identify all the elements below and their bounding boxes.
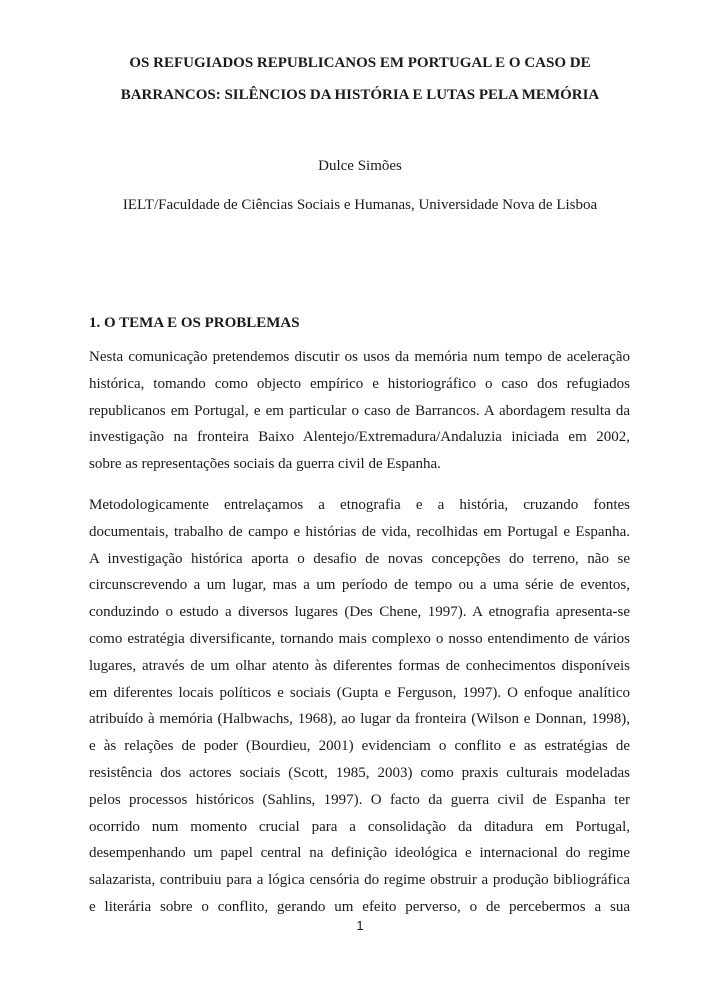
- paragraph-2-line: e às relações de poder (Bourdieu, 2001) evidenciam o conflito e as estratégias de: [89, 738, 630, 755]
- section-heading: 1. O TEMA E OS PROBLEMAS: [89, 315, 300, 331]
- paragraph-2-line: como estratégia diversificante, tornando mais complexo o nosso entendimento de vários: [89, 630, 630, 647]
- paragraph-2-line: e literária sobre o conflito, gerando um efeito perverso, o de percebermos a sua: [89, 898, 630, 915]
- paragraph-1-line: republicanos em Portugal, e em particular o caso de Barrancos. A abordagem resulta da: [89, 402, 630, 419]
- title-line-2: BARRANCOS: SILÊNCIOS DA HISTÓRIA E LUTAS PELA MEMÓRIA: [120, 87, 600, 103]
- paragraph-1-line: Nesta comunicação pretendemos discutir os usos da memória num tempo de aceleração: [89, 349, 630, 365]
- paragraph-2-line: documentais, trabalho de campo e histórias de vida, recolhidas em Portugal e Espanha.: [89, 523, 630, 540]
- document-title: [80, 47, 640, 111]
- paragraph-1-line: histórica, tomando como objecto empírico e historiográfico o caso dos refugiados: [89, 375, 630, 392]
- paragraph-2-line: lugares, através de um olhar atento às diferentes formas de conhecimentos disponíveis: [89, 657, 630, 674]
- paragraph-1-line: sobre as representações sociais da guerra civil de Espanha.: [89, 456, 441, 473]
- paragraph-2-line: desempenhando um papel central na definição ideológica e internacional do regime: [89, 845, 630, 862]
- paragraph-2-line: conduzindo o estudo a diversos lugares (Des Chene, 1997). A etnografia apresenta-se: [89, 604, 630, 621]
- author-affiliation: IELT/Faculdade de Ciências Sociais e Humanas, Universidade Nova de Lisboa: [122, 197, 598, 213]
- paragraph-2-line: pelos processos históricos (Sahlins, 1997). O facto da guerra civil de Espanha ter: [89, 791, 630, 808]
- title-line-1: OS REFUGIADOS REPUBLICANOS EM PORTUGAL E O CASO DE: [129, 55, 591, 71]
- paragraph-2-line: Metodologicamente entrelaçamos a etnografia e a história, cruzando fontes: [89, 497, 630, 513]
- page-number: 1: [356, 918, 364, 933]
- paragraph-2-line: salazarista, contribuiu para a lógica censória do regime obstruir a produção bibliográfica: [89, 872, 630, 889]
- paragraph-1: [89, 344, 630, 478]
- paragraph-2-line: circunscrevendo a um lugar, mas a um período de tempo ou a uma série de eventos,: [89, 577, 630, 594]
- paragraph-2: [89, 492, 630, 921]
- paragraph-2-line: resistência dos actores sociais (Scott, 1985, 2003) como praxis culturais modeladas: [89, 764, 630, 781]
- paragraph-2-line: em diferentes locais políticos e sociais (Gupta e Ferguson, 1997). O enfoque analítico: [89, 684, 630, 701]
- paragraph-2-line: A investigação histórica aporta o desafio de novas concepções do terreno, não se: [89, 550, 630, 567]
- paragraph-2-line: atribuído à memória (Halbwachs, 1968), ao lugar da fronteira (Wilson e Donnan, 1998),: [89, 711, 630, 728]
- paragraph-2-line: ocorrido num momento crucial para a consolidação da ditadura em Portugal,: [89, 818, 630, 835]
- author-name: Dulce Simões: [318, 158, 402, 174]
- paragraph-1-line: investigação na fronteira Baixo Alentejo/Extremadura/Andaluzia iniciada em 2002,: [89, 429, 630, 446]
